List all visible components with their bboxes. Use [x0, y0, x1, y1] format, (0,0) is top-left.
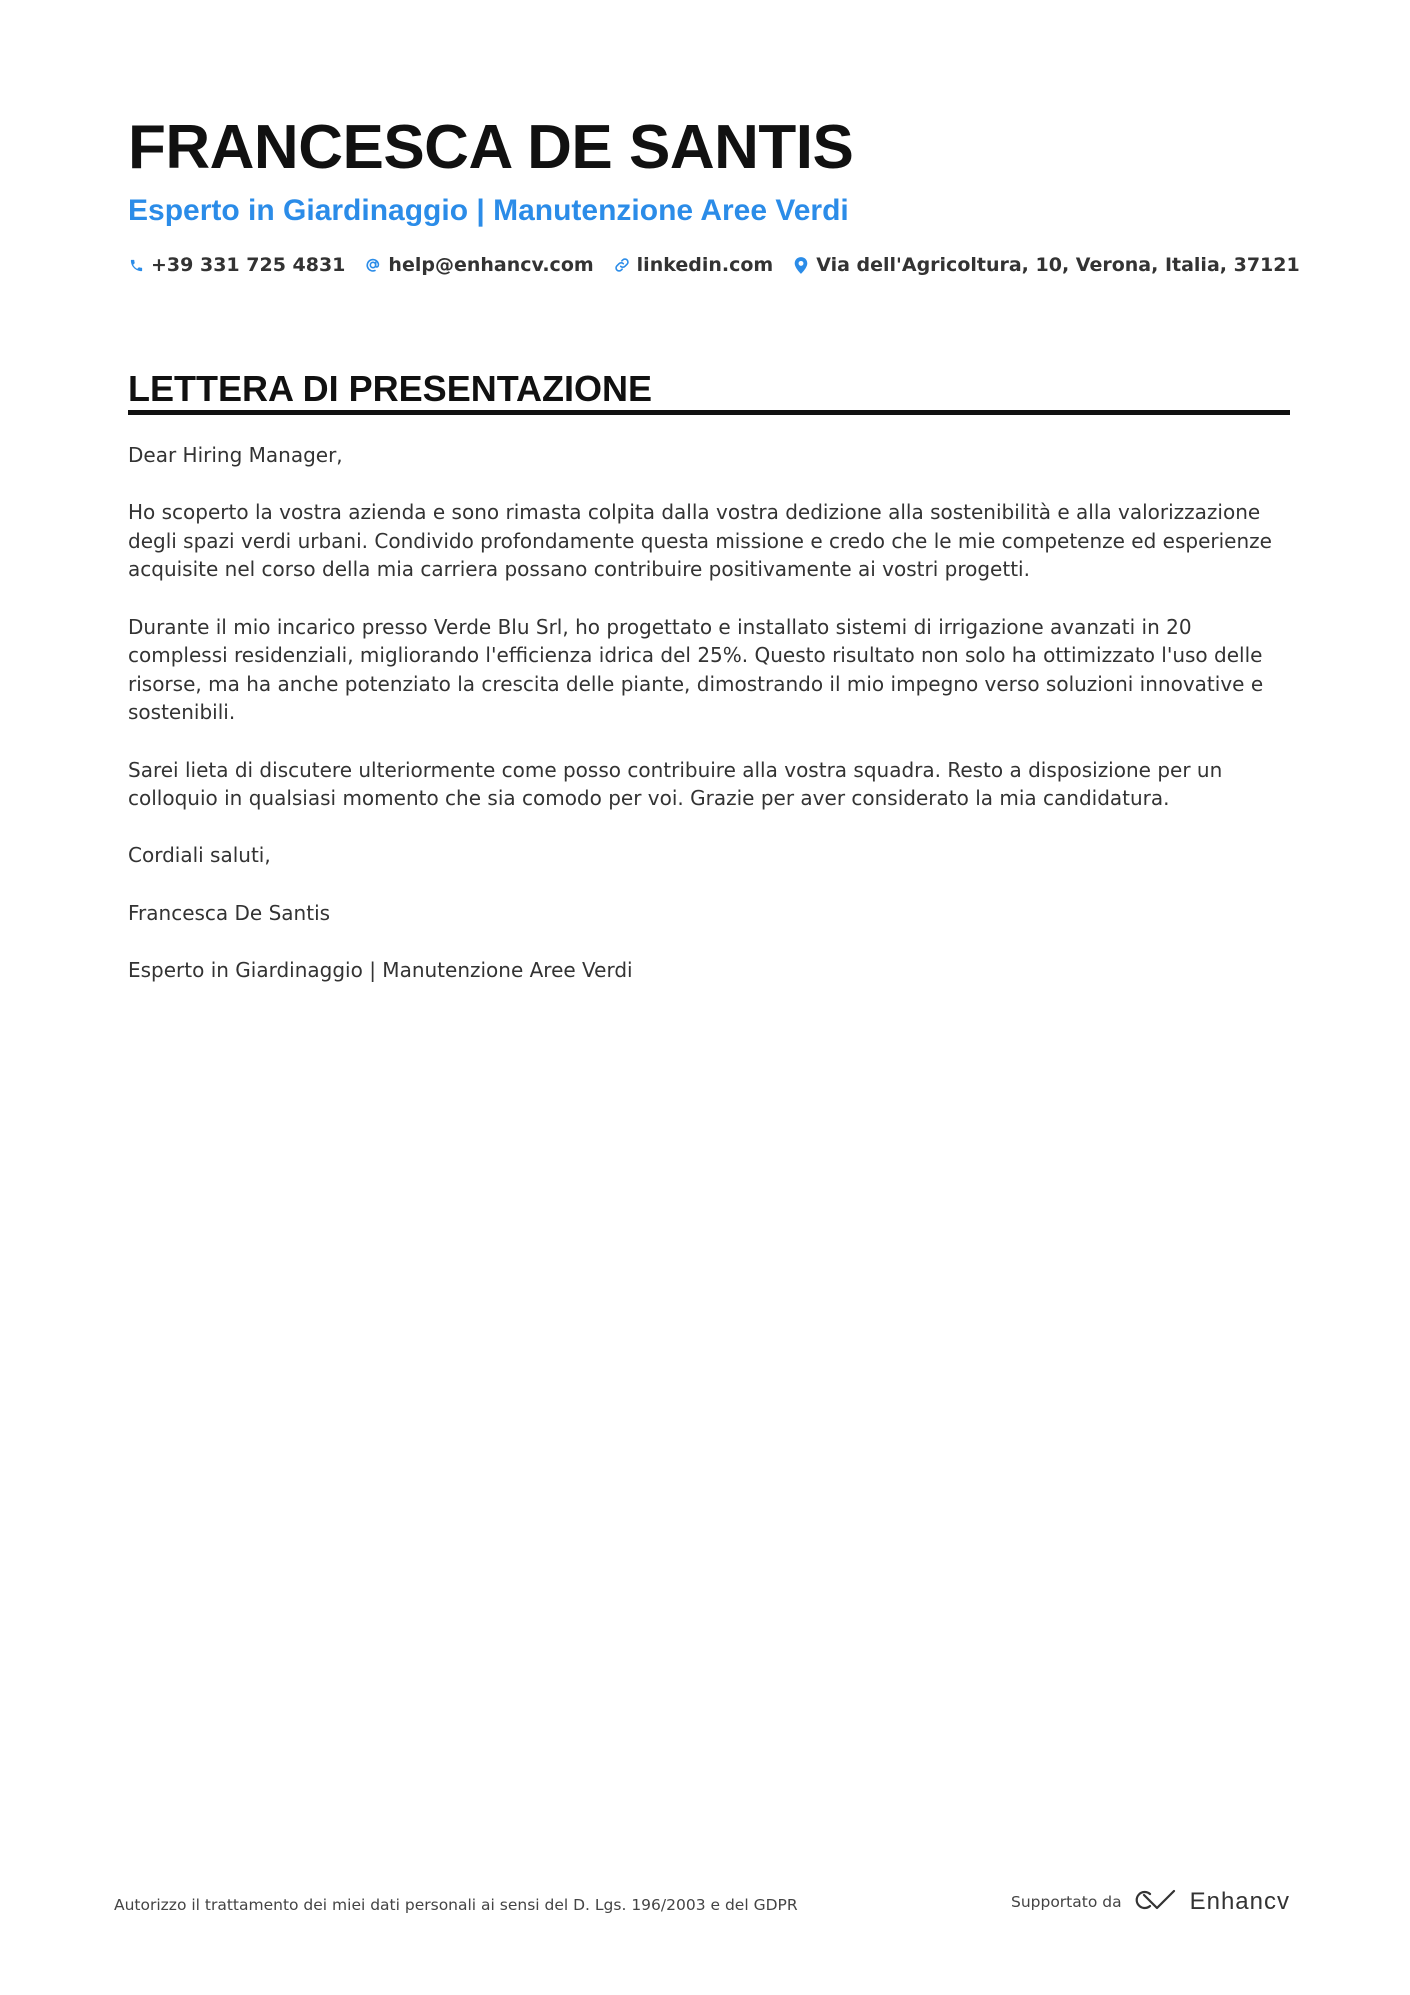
contact-phone-text: +39 331 725 4831 — [151, 254, 346, 276]
contact-email-text: help@enhancv.com — [388, 254, 594, 276]
brand-logo[interactable] — [1134, 1888, 1290, 1916]
contact-email[interactable] — [365, 254, 593, 276]
letter-closing: Cordiali saluti, — [128, 843, 271, 868]
privacy-consent: Autorizzo il trattamento dei miei dati personali ai sensi del D. Lgs. 196/2003 e del GDPR — [114, 1896, 798, 1914]
supported-by-label: Supportato da — [1010, 1893, 1122, 1911]
contact-address — [793, 254, 1299, 276]
section-title: LETTERA DI PRESENTAZIONE — [128, 368, 653, 409]
footer-branding — [1011, 1888, 1290, 1916]
letter-body — [128, 441, 1290, 1013]
candidate-name: FRANCESCA DE SANTIS — [128, 113, 854, 182]
link-icon — [614, 256, 630, 274]
brand-name: Enhancv — [1189, 1888, 1290, 1915]
at-icon — [365, 256, 381, 274]
contact-linkedin-text: linkedin.com — [636, 254, 774, 276]
letter-paragraph: Ho scoperto la vostra azienda e sono rimasta colpita dalla vostra dedizione alla sostenibilità e alla valorizzazione degli spazi verdi urbani. Condivido profondamente questa missione e credo che le mie competenze ed esperienze acquisite nel corso della mia carriera possano contribuire positivamente ai vostri progetti. — [128, 500, 1272, 582]
phone-icon — [128, 256, 144, 274]
contact-phone — [128, 254, 345, 276]
letter-paragraph: Sarei lieta di discutere ulteriormente come posso contribuire alla vostra squadra. Resto a disposizione per un colloquio in qualsiasi momento che sia comodo per voi. Grazie per aver considerato la mia candidatura. — [128, 757, 1223, 811]
letter-paragraph: Durante il mio incarico presso Verde Blu Srl, ho progettato e installato sistemi di irrigazione avanzati in 20 complessi residenziali, migliorando l'efficienza idrica del 25%. Questo risultato non solo ha ottimizzato l'uso delle risorse, ma ha anche potenziato la crescita delle piante, dimostrando il mio impegno verso soluzioni innovative e sostenibili. — [128, 614, 1264, 725]
enhancv-logo-icon — [1134, 1888, 1180, 1916]
letter-greeting: Dear Hiring Manager, — [128, 443, 343, 467]
location-pin-icon — [793, 256, 809, 274]
contact-bar — [128, 254, 1300, 276]
contact-linkedin[interactable] — [614, 254, 774, 276]
signature-name: Francesca De Santis — [128, 900, 331, 925]
candidate-headline: Esperto in Giardinaggio | Manutenzione Aree Verdi — [128, 194, 849, 227]
contact-address-text: Via dell'Agricoltura, 10, Verona, Italia, 37121 — [816, 254, 1300, 276]
signature-title: Esperto in Giardinaggio | Manutenzione Aree Verdi — [128, 957, 633, 982]
section-divider — [128, 410, 1290, 415]
